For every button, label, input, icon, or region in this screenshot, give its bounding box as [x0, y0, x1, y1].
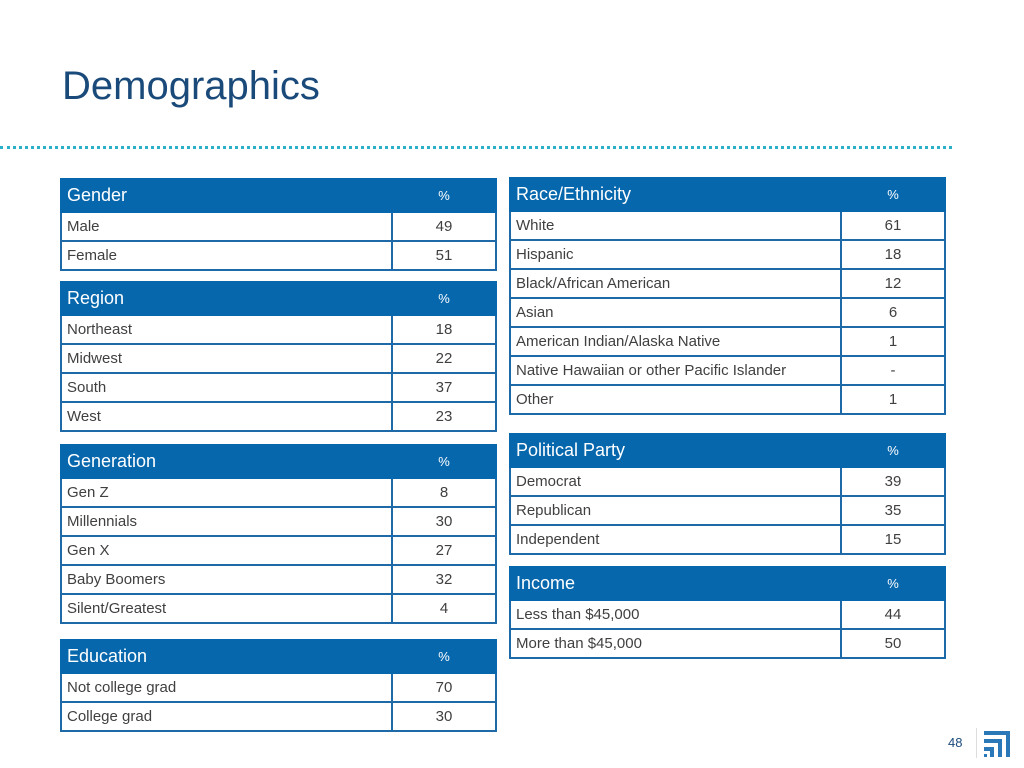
table-row: [61, 536, 496, 565]
table-row: [61, 315, 496, 344]
table-row: [61, 373, 496, 402]
header-label: Generation: [61, 445, 392, 478]
table-row: [61, 673, 496, 702]
row-label: Millennials: [61, 507, 392, 536]
table-row: [61, 212, 496, 241]
row-label: Not college grad: [61, 673, 392, 702]
row-label: College grad: [61, 702, 392, 731]
income-table: [509, 566, 946, 659]
header-percent: %: [841, 434, 945, 467]
row-label: Other: [510, 385, 841, 414]
table-header: [510, 178, 945, 211]
header-label: Political Party: [510, 434, 841, 467]
row-value: 32: [392, 565, 496, 594]
table-row: [61, 594, 496, 623]
header-percent: %: [392, 445, 496, 478]
table-row: [61, 565, 496, 594]
table-row: [510, 600, 945, 629]
table-row: [510, 356, 945, 385]
table-row: [510, 327, 945, 356]
table-row: [510, 629, 945, 658]
table-header: [61, 445, 496, 478]
row-value: 61: [841, 211, 945, 240]
row-value: 30: [392, 507, 496, 536]
row-label: Hispanic: [510, 240, 841, 269]
table-row: [61, 402, 496, 431]
header-label: Region: [61, 282, 392, 315]
row-label: Black/African American: [510, 269, 841, 298]
row-value: 15: [841, 525, 945, 554]
row-value: 4: [392, 594, 496, 623]
table-row: [61, 241, 496, 270]
row-value: 1: [841, 385, 945, 414]
table-row: [510, 298, 945, 327]
table-row: [510, 269, 945, 298]
row-value: 44: [841, 600, 945, 629]
footer-divider: [976, 728, 977, 758]
row-value: 50: [841, 629, 945, 658]
row-label: Gen X: [61, 536, 392, 565]
table-row: [61, 478, 496, 507]
row-label: Baby Boomers: [61, 565, 392, 594]
row-label: Silent/Greatest: [61, 594, 392, 623]
table-row: [510, 525, 945, 554]
row-value: 23: [392, 402, 496, 431]
header-label: Race/Ethnicity: [510, 178, 841, 211]
row-value: 30: [392, 702, 496, 731]
header-label: Income: [510, 567, 841, 600]
table-header: [61, 640, 496, 673]
row-value: -: [841, 356, 945, 385]
row-label: Gen Z: [61, 478, 392, 507]
row-value: 27: [392, 536, 496, 565]
education-table: [60, 639, 497, 732]
row-label: Midwest: [61, 344, 392, 373]
row-label: Less than $45,000: [510, 600, 841, 629]
row-value: 1: [841, 327, 945, 356]
row-value: 70: [392, 673, 496, 702]
row-value: 22: [392, 344, 496, 373]
row-label: Democrat: [510, 467, 841, 496]
row-label: Republican: [510, 496, 841, 525]
dotted-divider: [0, 146, 952, 149]
row-value: 18: [841, 240, 945, 269]
table-row: [510, 496, 945, 525]
header-percent: %: [392, 179, 496, 212]
gender-table: [60, 178, 497, 271]
row-value: 8: [392, 478, 496, 507]
table-row: [61, 507, 496, 536]
region-table: [60, 281, 497, 432]
row-label: Male: [61, 212, 392, 241]
row-label: Native Hawaiian or other Pacific Islander: [510, 356, 841, 385]
header-label: Gender: [61, 179, 392, 212]
table-row: [510, 467, 945, 496]
row-label: Independent: [510, 525, 841, 554]
table-header: [61, 282, 496, 315]
row-value: 18: [392, 315, 496, 344]
row-value: 35: [841, 496, 945, 525]
row-label: South: [61, 373, 392, 402]
header-percent: %: [841, 567, 945, 600]
row-value: 6: [841, 298, 945, 327]
header-percent: %: [392, 282, 496, 315]
table-row: [510, 240, 945, 269]
row-value: 49: [392, 212, 496, 241]
table-row: [510, 211, 945, 240]
table-row: [61, 344, 496, 373]
company-logo-icon: [984, 729, 1012, 757]
row-value: 12: [841, 269, 945, 298]
generation-table: [60, 444, 497, 624]
header-percent: %: [392, 640, 496, 673]
row-value: 37: [392, 373, 496, 402]
header-percent: %: [841, 178, 945, 211]
header-label: Education: [61, 640, 392, 673]
table-header: [510, 567, 945, 600]
row-value: 51: [392, 241, 496, 270]
page-number: 48: [948, 735, 963, 750]
table-header: [510, 434, 945, 467]
row-label: Northeast: [61, 315, 392, 344]
race-table: [509, 177, 946, 415]
row-label: American Indian/Alaska Native: [510, 327, 841, 356]
party-table: [509, 433, 946, 555]
row-label: White: [510, 211, 841, 240]
row-label: More than $45,000: [510, 629, 841, 658]
row-label: Female: [61, 241, 392, 270]
table-row: [61, 702, 496, 731]
row-label: West: [61, 402, 392, 431]
table-header: [61, 179, 496, 212]
row-value: 39: [841, 467, 945, 496]
table-row: [510, 385, 945, 414]
page-title: Demographics: [62, 64, 320, 108]
row-label: Asian: [510, 298, 841, 327]
